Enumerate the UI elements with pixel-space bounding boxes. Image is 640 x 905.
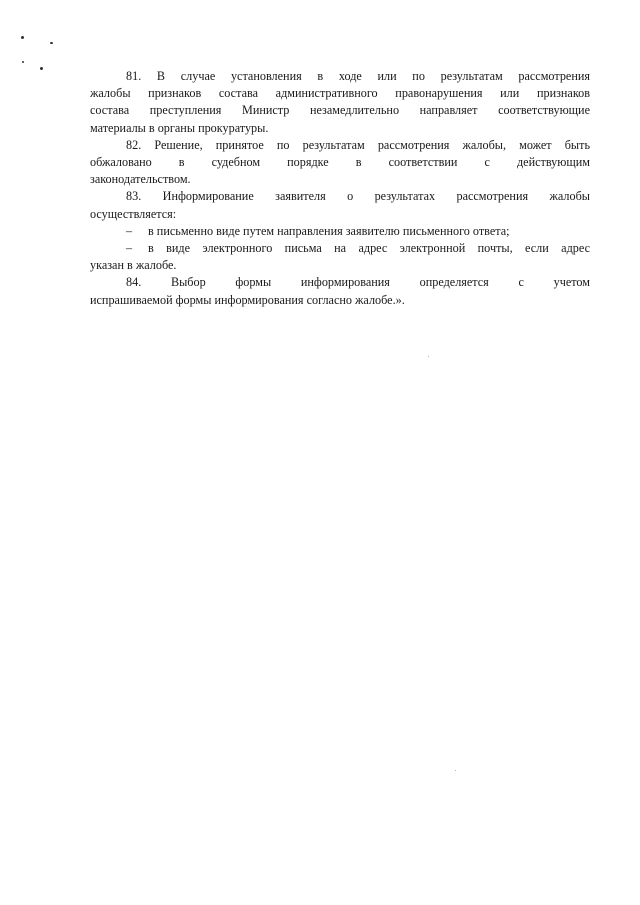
scan-speck bbox=[455, 770, 456, 771]
list-item-text: в письменно виде путем направления заявителю письменного ответа; bbox=[148, 223, 510, 238]
text-line bbox=[90, 240, 590, 257]
paragraph-84 bbox=[90, 274, 590, 308]
text-line: состава преступления Министр незамедлительно направляет соответствующие bbox=[90, 103, 590, 118]
text-line: 82. Решение, принятое по результатам рассмотрения жалобы, может быть bbox=[126, 137, 590, 152]
text-line: 84. Выбор формы информирования определяется с учетом bbox=[126, 275, 590, 290]
text-line: материалы в органы прокуратуры. bbox=[90, 120, 269, 135]
scan-speck bbox=[22, 61, 24, 63]
scan-speck bbox=[21, 36, 24, 39]
text-line: осуществляется: bbox=[90, 206, 177, 221]
paragraph-83 bbox=[90, 188, 590, 222]
list-item-text: в виде электронного письма на адрес электронной почты, если адрес bbox=[148, 241, 590, 256]
document-body bbox=[90, 68, 590, 309]
paragraph-81 bbox=[90, 68, 590, 137]
text-line bbox=[90, 223, 590, 240]
scan-speck bbox=[428, 356, 429, 357]
paragraph-82 bbox=[90, 137, 590, 189]
text-line: указан в жалобе. bbox=[90, 258, 177, 273]
scan-speck bbox=[40, 67, 43, 70]
scan-speck bbox=[50, 42, 53, 44]
text-line: жалобы признаков состава административного правонарушения или признаков bbox=[90, 86, 590, 101]
text-line: испрашиваемой формы информирования согласно жалобе.». bbox=[90, 292, 405, 307]
text-line: 81. В случае установления в ходе или по результатам рассмотрения bbox=[126, 69, 590, 83]
text-line: 83. Информирование заявителя о результатах рассмотрения жалобы bbox=[126, 189, 590, 204]
text-line: обжаловано в судебном порядке в соответствии с действующим bbox=[90, 155, 590, 170]
dash-marker: – bbox=[126, 241, 133, 256]
list-item-email bbox=[90, 240, 590, 274]
text-line: законодательством. bbox=[90, 172, 191, 187]
dash-marker: – bbox=[126, 223, 133, 238]
list-item-written bbox=[90, 223, 590, 240]
